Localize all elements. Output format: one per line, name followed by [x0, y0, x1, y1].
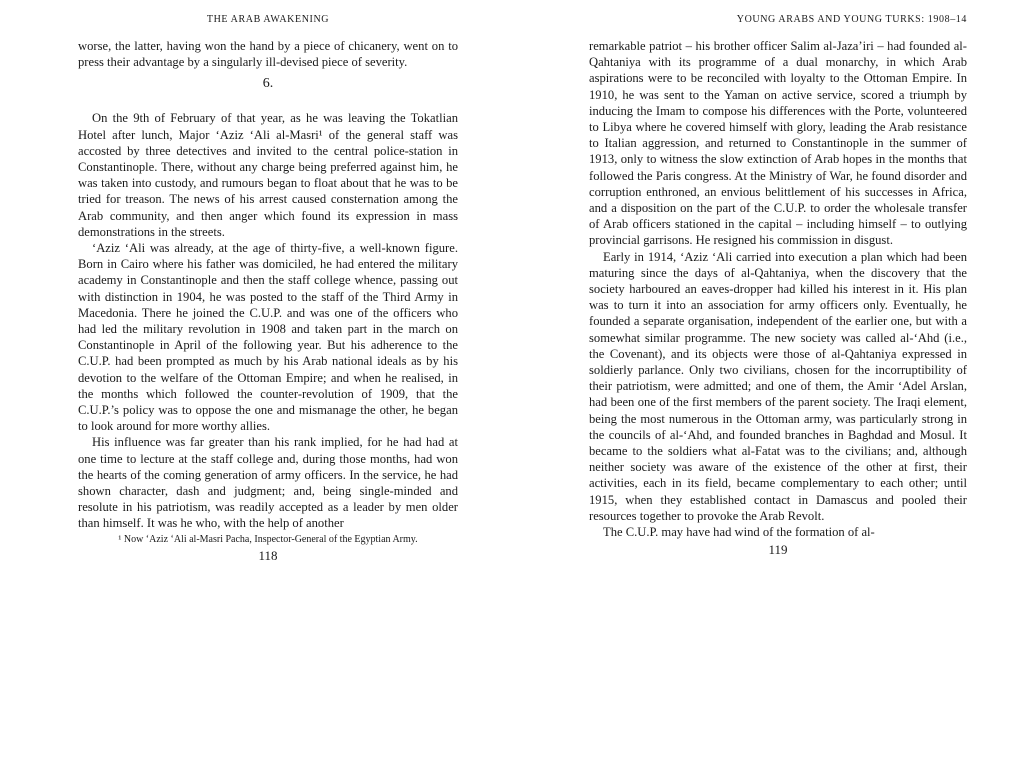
footnote: ¹ Now ‘Aziz ‘Ali al-Masri Pacha, Inspector-General of the Egyptian Army.: [118, 533, 418, 545]
paragraph: On the 9th of February of that year, as he was leaving the Tokatlian Hotel after lunch, Major ‘Aziz ‘Ali al-Masri¹ of the general staff was accosted by three detectives and invited to the central police-station in Constantinople. There, without any charge being preferred against him, he was taken into custody, and rumours began to float about that he was to be tried for treason. The news of his arrest caused consternation among the Arab community, and then anger which found its expression in mass demonstrations in the streets.: [78, 111, 458, 239]
paragraph: ‘Aziz ‘Ali was already, at the age of thirty-five, a well-known figure. Born in Cairo where his father was domiciled, he had entered the military academy in Constantinople and then the staff college whence, passing out with distinction in 1904, he was posted to the staff of the Third Army in Macedonia. There he joined the C.U.P. and was one of the officers who had led the military revolution in 1908 and taken part in the march on Constantinople in April of the following year. But his adherence to the C.U.P. had been prompted as much by his Arab national ideals as by his devotion to the welfare of the Ottoman Empire; and when he realised, in the months which followed the counter-revolution of 1909, that the C.U.P.’s policy was to oppose the one and mismanage the other, he began to look around for more worthy allies.: [78, 241, 458, 434]
paragraph: His influence was far greater than his rank implied, for he had had at one time to lecture at the staff college and, during those months, had won the hearts of the coming generation of army officers. In the service, he had shown character, dash and judgment; and, being single-minded and resolute in his patriotism, was readily accepted as a leader by men older than himself. It was he who, with the help of another: [78, 435, 458, 531]
section-number: 6.: [262, 76, 274, 92]
paragraph: worse, the latter, having won the hand by a piece of chicanery, went on to press their advantage by a singularly ill-devised piece of severity.: [78, 39, 458, 70]
body-text: [589, 38, 967, 540]
page-number: 118: [258, 547, 278, 563]
right-page: [589, 14, 967, 558]
running-head: YOUNG ARABS AND YOUNG TURKS: 1908–14: [736, 14, 967, 25]
running-head: THE ARAB AWAKENING: [206, 14, 330, 25]
left-page: [78, 14, 458, 564]
paragraph: Early in 1914, ‘Aziz ‘Ali carried into execution a plan which had been maturing since the days of al-Qahtaniya, when the discovery that the society harboured an eaves-dropper had killed his interest in it. His plan was to turn it into an association for army officers only. Eventually, he founded a separate organisation, independent of the earlier one, but with a somewhat similar programme. The new society was called al-‘Ahd (i.e., the Covenant), and its objects were those of al-Qahtaniya expressed in soldierly parlance. Only two civilians, chosen for the incorruptibility of their patriotism, were admitted; and one of them, the Amir ‘Adel Arslan, had been one of the first members of the parent society. The Iraqi element, being the most numerous in the Ottoman army, was particularly strong in the councils of al-‘Ahd, and founded branches in Baghdad and Mosul. It became to the soldiers what al-Fatat was to the civilians; and, although neither society was aware of the existence of the other at first, their activities, each in its field, became complementary to each other; until 1915, when they established contact in Damascus and pooled their resources together to provoke the Arab Revolt.: [589, 249, 967, 523]
paragraph: The C.U.P. may have had wind of the formation of al-: [603, 525, 875, 540]
body-text: [78, 38, 458, 532]
page-number: 119: [768, 542, 788, 558]
paragraph: remarkable patriot – his brother officer Salim al-Jaza’iri – had founded al-Qahtaniya with its programme of a dual monarchy, in which Arab aspirations were to be reconciled with loyalty to the Ottoman Empire. In 1910, he was sent to the Yaman on active service, scored a triumph by inducing the Imam to compose his differences with the Porte, volunteered to Libya where he covered himself with glory, leading the Arab resistance to Italian aggression, and returned to Constantinople in the summer of 1913, only to witness the slow extinction of Arab hopes in the months that followed the Paris congress. At the Ministry of War, he found disorder and corruption enthroned, an envious belittlement of his successes in Africa, and a disposition on the part of the C.U.P. to order the wholesale transfer of Arab officers stationed in the capital – including himself – to outlying provincial garrisons. He resigned his commission in disgust.: [589, 39, 967, 248]
